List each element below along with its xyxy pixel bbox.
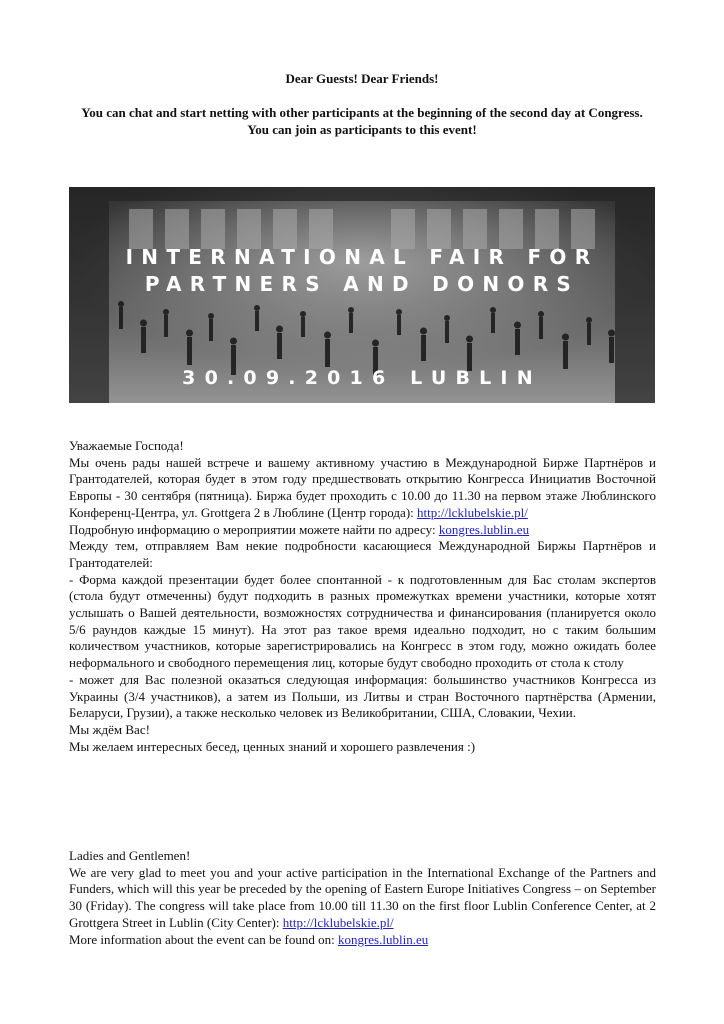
english-letter bbox=[69, 848, 656, 948]
banner-title-line1: INTERNATIONAL FAIR FOR bbox=[125, 245, 599, 269]
russian-letter bbox=[69, 438, 656, 755]
header-greeting: Dear Guests! Dear Friends! bbox=[285, 71, 439, 86]
invitation-header bbox=[70, 70, 654, 138]
ru-paragraph-waiting: Мы ждём Вас! bbox=[69, 721, 150, 737]
en-paragraph-info: More information about the event can be found on: kongres.lublin.eu bbox=[69, 931, 429, 947]
ru-congress-link[interactable]: kongres.lublin.eu bbox=[438, 521, 530, 537]
banner-title-line2: PARTNERS AND DONORS bbox=[144, 272, 580, 296]
en-paragraph-intro: We are very glad to meet you and your active participation in the International Exchange of the Partners and Funders, which will this year be preceded by the opening of Eastern Europe Initiatives Congress – on September 30 (Friday). The congress will take place from 10.00 till 11.30 on the first floor Lublin Conference Center, at 2 Grottgera Street in Lublin (City Center): http://lcklubelskie.pl/ bbox=[69, 864, 656, 930]
ru-paragraph-info: Подробную информацию о мероприятии можете найти по адресу: kongres.lublin.eu bbox=[69, 521, 530, 537]
header-join-note: You can join as participants to this event! bbox=[247, 122, 477, 137]
event-banner bbox=[69, 187, 655, 403]
ru-paragraph-details: Между тем, отправляем Вам некие подробности касающиеся Международной Биржы Партнёров и Грантодателей: bbox=[69, 538, 656, 570]
ru-paragraph-intro: Мы очень рады нашей встрече и вашему активному участию в Международной Бирже Партнёров и Грантодателей, которая будет в этом году предшествовать открытию Конгресса Инициатив Восточной Европы - 30 сентября (пятница). Биржа будет проходить с 10.00 до 11.30 на первом этаже Люблинского Конференц-Центра, ул. Grottgera 2 в Люблине (Центр города): http://lcklubelskie.pl/ bbox=[69, 454, 656, 520]
ru-paragraph-participants: - может для Вас полезной оказаться следующая информация: большинство участников Конгресса из Украины (3/4 участников), а затем из Польши, из Литвы и стран Восточного партнёрства (Армении, Беларуси, Грузии), а также несколько человек из Великобритании, США, Словакии, Чехии. bbox=[69, 671, 656, 721]
ru-greeting: Уважаемые Господа! bbox=[69, 438, 184, 453]
ru-venue-link[interactable]: http://lcklubelskie.pl/ bbox=[417, 504, 528, 520]
en-congress-link[interactable]: kongres.lublin.eu bbox=[337, 931, 429, 947]
en-venue-link[interactable]: http://lcklubelskie.pl/ bbox=[282, 914, 394, 930]
en-greeting: Ladies and Gentlemen! bbox=[69, 848, 191, 863]
header-networking-note: You can chat and start netting with other participants at the beginning of the second day at Congress. bbox=[81, 105, 643, 120]
ru-paragraph-format: - Форма каждой презентации будет более спонтанной - к подготовленным для Бас столам экспертов (стола будут отмеченны) будут подходить в разных промежутках времени участники, которые хотят услышать о Вашей деятельности, возможностях сотрудничества и финансирования (планируется около 5/6 раундов каждые 15 минут). На этот раз такое время идеально подходит, но с таким большим количеством участников, которые зарегистрировались на Конгресс в этом году, можно ожидать более неформального и свободного перемещения лиц, которые будут свободно проходить от стола к столу bbox=[69, 571, 656, 671]
ru-paragraph-wishes: Мы желаем интересных бесед, ценных знаний и хорошего развлечения :) bbox=[69, 738, 476, 754]
banner-date-location: 30.09.2016 LUBLIN bbox=[182, 367, 542, 389]
